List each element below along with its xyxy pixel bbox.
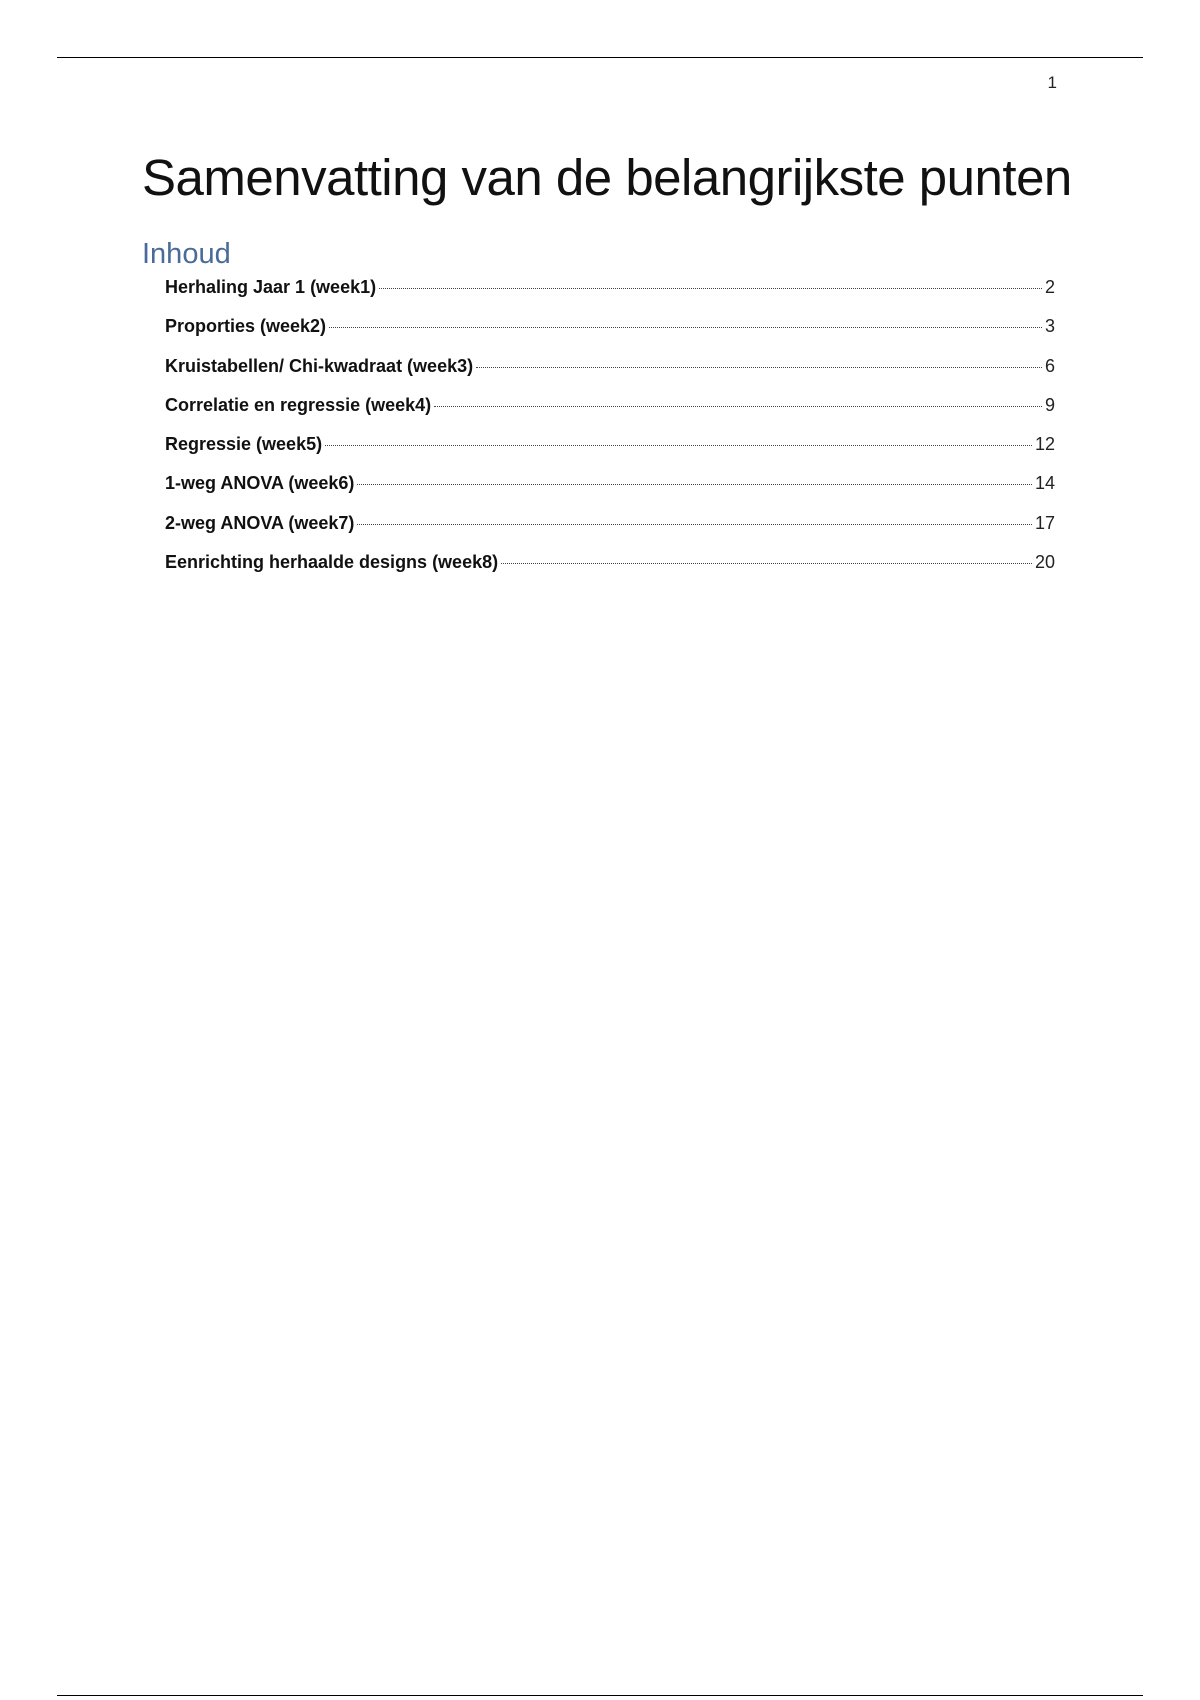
toc-entry-label: Herhaling Jaar 1 (week1): [165, 277, 377, 297]
toc-entry-label: 2-weg ANOVA (week7): [165, 512, 355, 533]
header-rule: [57, 57, 1143, 58]
toc-entry-page: 3: [1044, 316, 1055, 337]
toc-dot-leader: [329, 327, 1042, 328]
toc-entry[interactable]: [165, 277, 1055, 316]
toc-dot-leader: [476, 367, 1042, 368]
toc-entry-label: Kruistabellen/ Chi-kwadraat (week3): [165, 355, 474, 376]
toc-entry-label: Eenrichting herhaalde designs (week8): [165, 552, 499, 573]
toc-dot-leader: [379, 288, 1042, 289]
table-of-contents: [165, 277, 1055, 591]
toc-entry-page: 17: [1034, 512, 1055, 533]
toc-entry-page: 20: [1034, 552, 1055, 573]
toc-entry-page: 9: [1044, 394, 1055, 415]
toc-entry-page: 6: [1044, 355, 1055, 376]
toc-entry[interactable]: [165, 395, 1055, 434]
document-title: Samenvatting van de belangrijkste punten: [142, 149, 1072, 206]
footer-rule: [57, 1695, 1143, 1696]
toc-entry[interactable]: [165, 513, 1055, 552]
toc-entry[interactable]: [165, 473, 1055, 512]
toc-entry-page: 2: [1044, 277, 1055, 297]
page-number: 1: [1047, 73, 1057, 92]
toc-entry-label: Correlatie en regressie (week4): [165, 394, 432, 415]
toc-entry[interactable]: [165, 356, 1055, 395]
toc-entry-label: 1-weg ANOVA (week6): [165, 473, 355, 494]
toc-entry-label: Proporties (week2): [165, 316, 327, 337]
toc-dot-leader: [501, 563, 1032, 564]
toc-entry[interactable]: [165, 434, 1055, 473]
toc-entry[interactable]: [165, 316, 1055, 355]
toc-dot-leader: [357, 484, 1032, 485]
toc-entry-label: Regressie (week5): [165, 434, 323, 455]
toc-dot-leader: [325, 445, 1032, 446]
toc-dot-leader: [357, 524, 1032, 525]
toc-dot-leader: [434, 406, 1042, 407]
toc-heading: Inhoud: [142, 238, 231, 270]
toc-entry[interactable]: [165, 552, 1055, 591]
toc-entry-page: 12: [1034, 434, 1055, 455]
toc-entry-page: 14: [1034, 473, 1055, 494]
